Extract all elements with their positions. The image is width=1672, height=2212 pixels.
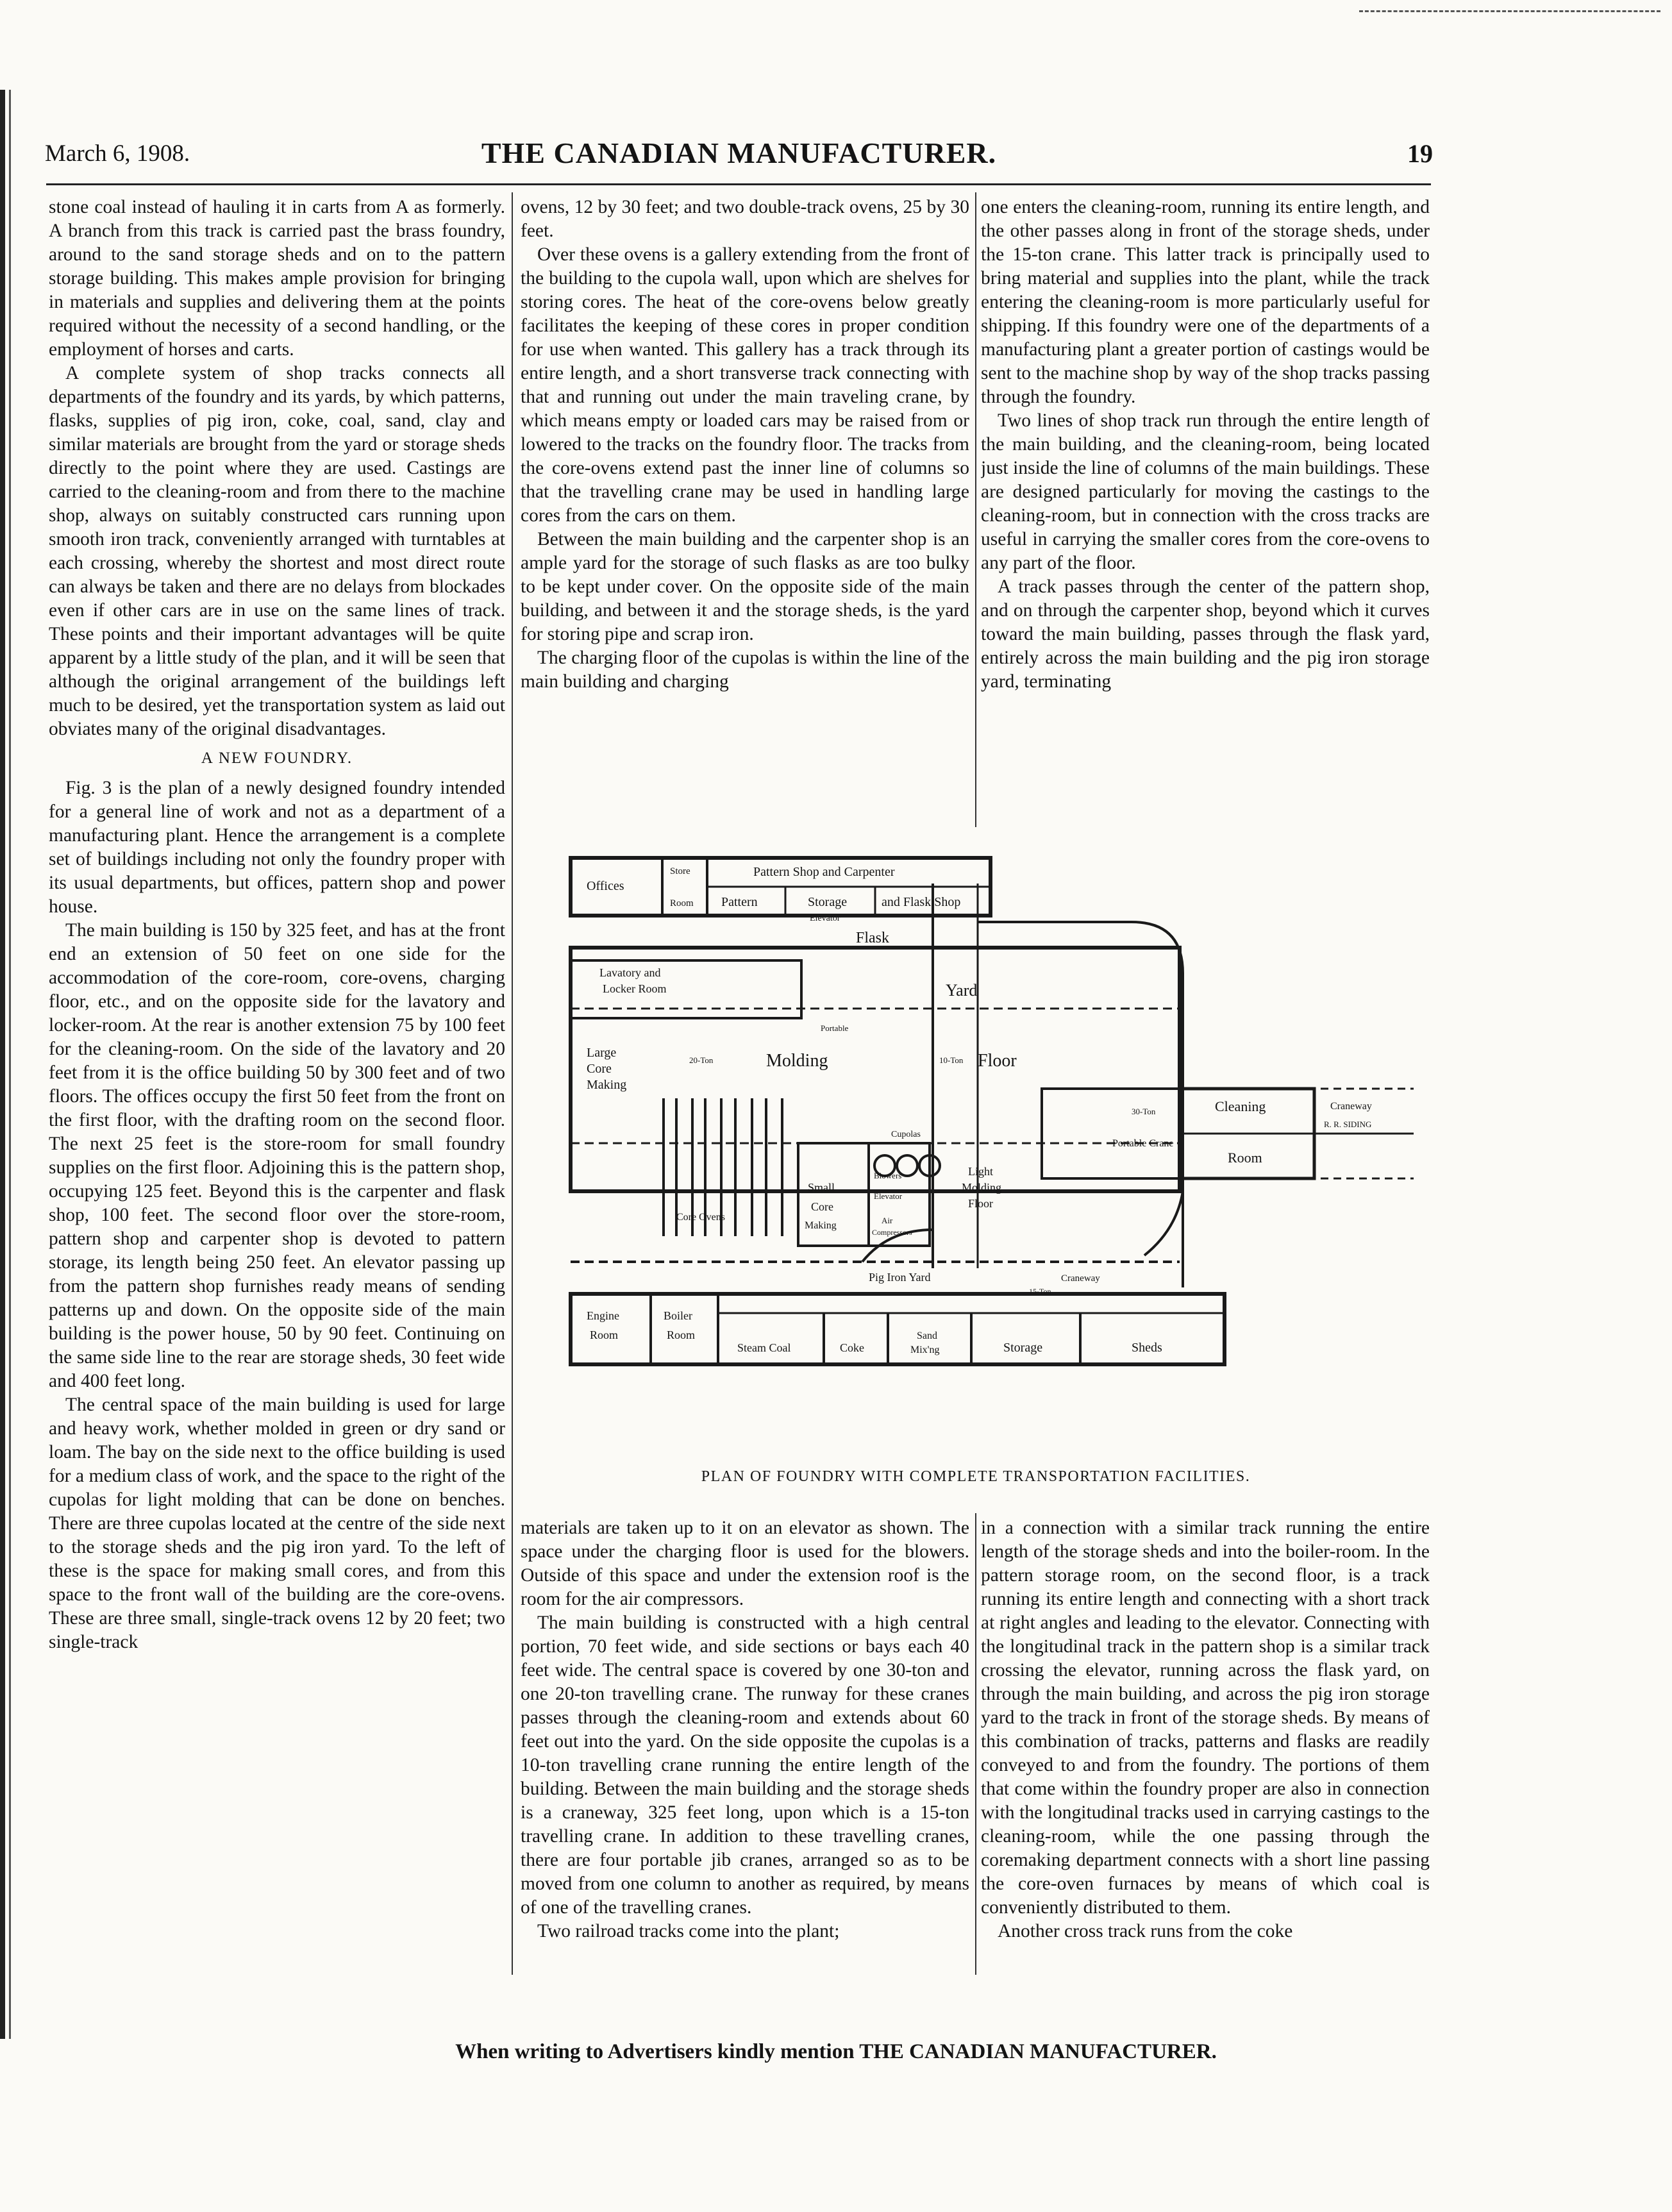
paragraph: materials are taken up to it on an elevator as shown. The space under the charging floor is used for the blowers. Outside of this space and under the extension roof is the room for the air compressors. (521, 1518, 969, 1609)
paragraph: ovens, 12 by 30 feet; and two double-track ovens, 25 by 30 feet. (521, 197, 969, 241)
label-molding-b: Molding (962, 1181, 1002, 1194)
scan-binding-edge (0, 90, 19, 2039)
issue-date: March 6, 1908. (45, 140, 190, 167)
column-divider (512, 192, 513, 1975)
label-core-ovens: Core Ovens (676, 1212, 725, 1223)
label-engine-room: Room (590, 1328, 619, 1341)
label-ton-30: 30-Ton (1132, 1107, 1156, 1116)
label-molding: Molding (766, 1051, 828, 1071)
article-column-1 (49, 196, 505, 1972)
label-cleaning: Cleaning (1215, 1098, 1266, 1114)
paragraph: Two railroad tracks come into the plant; (537, 1921, 840, 1941)
label-elevator: Elevator (810, 914, 840, 923)
header-rule (46, 183, 1431, 185)
label-cleaning-room: Room (1228, 1150, 1262, 1166)
label-pig-iron-yard: Pig Iron Yard (869, 1271, 931, 1284)
label-ton-15: 15-Ton (1029, 1287, 1051, 1296)
paragraph: Over these ovens is a gallery extending from the front of the building to the cupola wall, upon which are shelves for storing cores. The heat of the core-ovens below greatly facilitates the keeping of these cores in proper condition for use when wanted. This gallery has a track through its entire length, and a short transverse track connecting with that and running out under the main traveling crane, by which means empty or loaded cars may be raised from or lowered to the tracks on the foundry floor. The tracks from the core-ovens extend past the inner line of columns so that the travelling crane may be used in handling large cores from the cars on them. (521, 244, 969, 526)
label-locker-room: Locker Room (603, 982, 667, 995)
paragraph: Another cross track runs from the coke (998, 1921, 1293, 1941)
label-coke: Coke (840, 1341, 864, 1354)
paragraph: The central space of the main building is used for large and heavy work, whether molded in green or dry sand or loam. The bay on the side next to the office building is used for a medium class of work, and the space to the right of the cupolas for light molding that can be done on benches. There are three cupolas located at the centre of the side next to the storage sheds and the pig iron yard. To the left of these is the space for making small cores, and from this space to the front wall of the building are the core-ovens. These are three small, single-track ovens 12 by 20 feet; two single-track (49, 1395, 505, 1652)
article-column-5 (981, 1516, 1430, 1972)
article-column-2 (521, 196, 969, 824)
paragraph: The charging floor of the cupolas is within the line of the main building and charging (521, 648, 969, 692)
paragraph: The main building is 150 by 325 feet, and has at the front end an extension of 50 feet on one side for the accommodation of the core-room, core-ovens, charging floor, etc., and on the opposite side for the lavatory and locker-room. At the rear is another extension 75 by 100 feet for the cleaning-room. On the side of the lavatory and 20 feet from it is the office building 50 by 300 feet and of two floors. The offices occupy the first 50 feet from the front on the first floor, with the drafting room on the second floor. The next 25 feet is the store-room for small foundry supplies on the first floor. Adjoining this is the pattern shop, occupying 125 feet. Beyond this is the carpenter and flask shop, 100 feet. The second floor over the store-room, pattern shop and carpenter shop is devoted to pattern storage, its length being 250 feet. An elevator passing up from the pattern shop furnishes ready means of sending patterns up and down. On the opposite side of the main building is the power house, 50 by 90 feet. Continuing on the same side line to the rear are storage sheds, 30 feet wide and 400 feet long. (49, 920, 505, 1391)
section-heading: A NEW FOUNDRY. (201, 750, 353, 767)
label-pattern-shop: Pattern Shop and Carpenter (753, 865, 895, 879)
label-blowers: Blowers (874, 1171, 902, 1180)
paragraph: A complete system of shop tracks connects all departments of the foundry and its yards, by which patterns, flasks, supplies of pig iron, coke, coal, sand, clay and similar materials are brought from the yard or storage sheds directly to the point where they are used. Castings are carried to the cleaning-room and from there to the machine shop, always on suitably constructed cars running upon smooth iron track, conveniently arranged with turntables at each crossing, whereby the shortest and most direct route can always be taken and there are no delays from blockades even if other cars are in use on the same lines of track. These points and their important advantages will be quite apparent by a little study of the plan, and it will be seen that although the original arrangement of the buildings left much to be desired, yet the transportation system as laid out obviates many of the original disadvantages. (49, 363, 505, 739)
running-head (45, 136, 1433, 177)
paragraph: stone coal instead of hauling it in carts from A as formerly. A branch from this track is carried past the brass foundry, around to the sand storage sheds and on to the pattern storage building. This makes ample provision for bringing in materials and supplies and delivering them at the points required without the necessity of a second handling, or the employment of horses and carts. (49, 197, 505, 360)
label-store-room: Room (670, 898, 694, 909)
label-yard: Yard (946, 981, 978, 1000)
label-craneway: Craneway (1330, 1101, 1372, 1112)
label-flask: Flask (856, 930, 890, 946)
label-jib-crane-10: 10-Ton (939, 1055, 964, 1065)
label-compressors: Compressors (872, 1228, 912, 1237)
label-rr-siding: R. R. SIDING (1324, 1119, 1372, 1129)
figure-caption: PLAN OF FOUNDRY WITH COMPLETE TRANSPORTATION FACILITIES. (701, 1468, 1251, 1485)
label-boiler: Boiler (664, 1309, 692, 1322)
label-core: Core (587, 1062, 612, 1076)
label-making-b: Making (805, 1220, 837, 1231)
paragraph: Between the main building and the carpenter shop is an ample yard for the storage of such flasks as are too bulky to be kept under cover. On the opposite side of the main building, and between it and the storage sheds, is the yard for storing pipe and scrap iron. (521, 529, 969, 644)
article-column-4 (521, 1516, 969, 1972)
label-storage: Storage (808, 895, 848, 909)
label-elevator-b: Elevator (874, 1191, 903, 1201)
label-making: Making (587, 1078, 627, 1092)
paragraph: Two lines of shop track run through the entire length of the main building, and the cleaning-room, being located just inside the line of columns of the main buildings. These are designed particularly for moving the castings to the cleaning-room, but in connection with the cross tracks are useful in carrying the smaller cores from the core-ovens to any part of the floor. (981, 410, 1430, 573)
label-floor-b: Floor (968, 1197, 994, 1210)
label-craneway-b: Craneway (1061, 1273, 1100, 1284)
label-air: Air (882, 1216, 893, 1225)
label-offices: Offices (587, 879, 624, 893)
column-divider (975, 192, 976, 827)
label-large: Large (587, 1046, 617, 1060)
label-sand: Sand (917, 1330, 937, 1341)
label-floor: Floor (978, 1051, 1017, 1071)
journal-title: THE CANADIAN MANUFACTURER. (481, 137, 997, 169)
label-engine: Engine (587, 1309, 619, 1322)
label-light: Light (968, 1165, 993, 1178)
foundry-plan-drawing (567, 845, 1417, 1454)
paragraph: in a connection with a similar track running the entire length of the storage sheds and into the boiler-room. In the pattern storage room, on the second floor, is a track running its entire length and connecting with a short track at right angles and leading to the elevator. Connecting with the longitudinal track in the pattern shop is a similar track crossing the elevator, running across the flask yard, on through the main building, and across the pig iron storage yard to the track in front of the storage sheds. By means of this combination of tracks, patterns and flasks are readily conveyed to and from the foundry. The portions of them that come within the foundry proper are also in connection with the longitudinal tracks used in carrying castings to the cleaning-room, while the one passing through the coremaking department connects with a short line passing the core-oven furnaces by means of which coal is conveniently distributed to them. (981, 1518, 1430, 1918)
label-steam-coal: Steam Coal (737, 1341, 791, 1354)
advertiser-footer: When writing to Advertisers kindly mention THE CANADIAN MANUFACTURER. (455, 2040, 1217, 2063)
label-store: Store (670, 866, 690, 876)
paragraph: The main building is constructed with a high central portion, 70 feet wide, and side sections or bays each 40 feet wide. The central space is covered by one 30-ton and one 20-ton travelling crane. The runway for these cranes passes through the cleaning-room and extends about 60 feet out into the yard. On the side opposite the cupolas is a 10-ton travelling crane running the entire length of the building. Between the main building and the storage sheds is a craneway, 325 feet long, upon which is a 15-ton travelling crane. In addition to these travelling cranes, there are four portable jib cranes, arranged so as to be moved from one column to another as required, by means of one of the travelling cranes. (521, 1613, 969, 1918)
label-core-b: Core (811, 1200, 833, 1213)
label-pattern: Pattern (721, 895, 758, 909)
label-mixing: Mix'ng (910, 1345, 940, 1355)
label-boiler-room: Room (667, 1328, 696, 1341)
label-portable-crane: Portable Crane (1112, 1138, 1174, 1149)
paragraph: one enters the cleaning-room, running its entire length, and the other passes along in front of the storage sheds, under the 15-ton crane. This latter track is principally used to bring material and supplies into the plant, while the track entering the cleaning-room is more particularly useful for shipping. If this foundry were one of the departments of a manufacturing plant a greater portion of castings would be sent to the machine shop by way of the shop tracks passing through the foundry. (981, 197, 1430, 407)
label-cupolas: Cupolas (891, 1130, 921, 1139)
label-ton-20: 20-Ton (689, 1055, 714, 1065)
label-flask-shop: and Flask Shop (882, 895, 961, 909)
paragraph: A track passes through the center of the pattern shop, and on through the carpenter shop, beyond which it curves toward the main building, passes through the flask yard, entirely across the main building and the pig iron storage yard, terminating (981, 576, 1430, 692)
foundry-plan-figure (567, 845, 1417, 1454)
label-lavatory: Lavatory and (599, 966, 661, 979)
page-number: 19 (1407, 139, 1433, 168)
label-portable: Portable (821, 1023, 849, 1033)
label-sheds: Sheds (1132, 1341, 1162, 1355)
label-storage-sheds: Storage (1003, 1341, 1043, 1355)
label-small: Small (808, 1181, 835, 1194)
scan-corner-marks (1359, 1, 1660, 12)
column-divider (975, 1513, 976, 1975)
paragraph: Fig. 3 is the plan of a newly designed foundry intended for a general line of work and not as a department of a manufacturing plant. Hence the arrangement is a complete set of buildings including not only the foundry proper with its usual departments, but offices, pattern shop and power house. (49, 778, 505, 917)
article-column-3 (981, 196, 1430, 824)
